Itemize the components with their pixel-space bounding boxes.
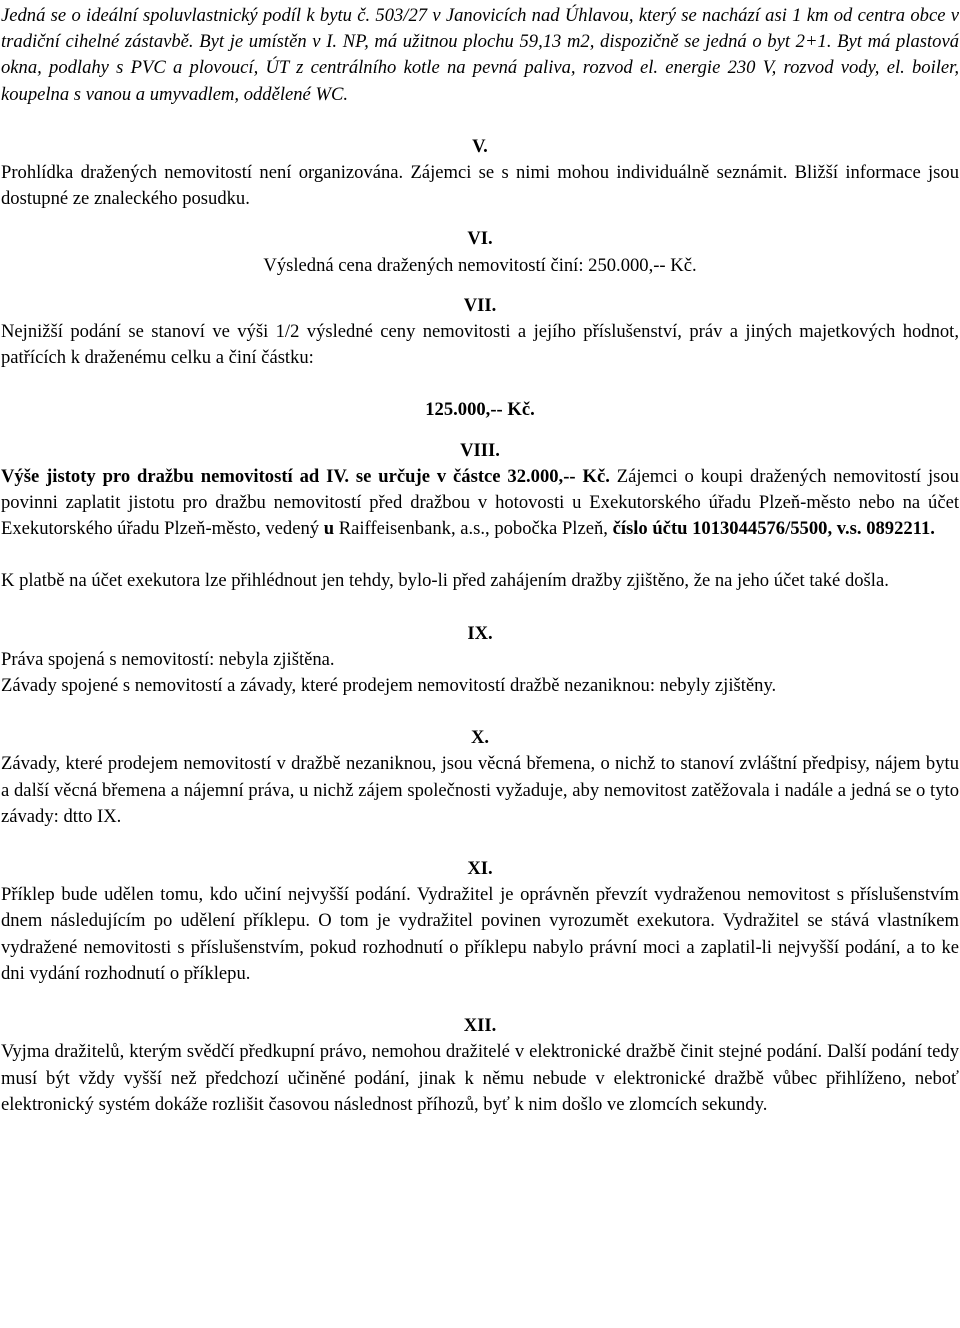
section-xii-text: Vyjma dražitelů, kterým svědčí předkupní právo, nemohou dražitelé v elektronické dražbě činit stejné podání. Další podání tedy musí být vždy vyšší než předchozí učiněné podání, jinak k němu nebude v elektronické dražbě vůbec přihlíženo, neboť elektronický systém dokáže rozlišit časovou následnost příhozů, byť k nim došlo ve zlomcích sekundy. bbox=[1, 1041, 959, 1115]
spacer bbox=[1, 108, 959, 134]
section-v-heading: V. bbox=[472, 135, 488, 157]
bank-account-number: číslo účtu 1013044576/5500, v.s. 0892211. bbox=[612, 518, 935, 540]
section-xi-text: Příklep bude udělen tomu, kdo učiní nejvyšší podání. Vydražitel je oprávněn převzít vydraženou nemovitost s příslušenstvím dnem následujícím po udělení příklepu. O tom je vydražitel povinen vyrozumět exekutora. Vydražitel se stává vlastníkem vydražené nemovitosti s příslušenstvím, pokud rozhodnutí o příklepu nabylo právní moci a zaplatil-li nejvyšší podání, a to ke dni vydání rozhodnutí o příklepu. bbox=[1, 884, 959, 984]
section-v-text: Prohlídka dražených nemovitostí není organizována. Zájemci se s nimi mohou individuálně seznámit. Bližší informace jsou dostupné ze znaleckého posudku. bbox=[1, 162, 959, 210]
section-vii-amount: 125.000,-- Kč. bbox=[425, 399, 535, 421]
section-viii-text-u: u bbox=[323, 518, 335, 540]
spacer bbox=[1, 699, 959, 725]
section-vii-heading: VII. bbox=[463, 294, 497, 316]
section-vi-heading: VI. bbox=[467, 228, 493, 250]
spacer bbox=[1, 595, 959, 621]
section-viii-heading: VIII. bbox=[460, 439, 500, 461]
section-ix-line-2: Závady spojené s nemovitostí a závady, které prodejem nemovitostí dražbě nezaniknou: nebyly zjištěny. bbox=[1, 675, 777, 697]
section-x-heading: X. bbox=[470, 727, 490, 749]
section-vi-text: Výsledná cena dražených nemovitostí činí: 250.000,-- Kč. bbox=[263, 254, 697, 276]
section-viii-note: K platbě na účet exekutora lze přihlédnout jen tehdy, bylo-li před zahájením dražby zjištěno, že na jeho účet také došla. bbox=[1, 570, 889, 592]
spacer bbox=[1, 212, 959, 226]
section-x-text: Závady, které prodejem nemovitostí v dražbě nezaniknou, jsou věcná břemena, o nichž to stanoví zvláštní předpisy, nájem bytu a další věcná břemena a nájemní práva, u nichž zájem společnosti vyžaduje, aby nemovitost zatěžovala i nadále a jedná se o tyto závady: dtto IX. bbox=[1, 753, 959, 827]
spacer bbox=[1, 987, 959, 1013]
section-viii-text bbox=[1, 464, 959, 543]
spacer bbox=[1, 830, 959, 856]
intro-paragraph: Jedná se o ideální spoluvlastnický podíl k bytu č. 503/27 v Janovicích nad Úhlavou, který se nachází asi 1 km od centra obce v tradiční cihelné zástavbě. Byt je umístěn v I. NP, má užitnou plochu 59,13 m2, dispozičně se jedná o byt 2+1. Byt má plastová okna, podlahy s PVC a plovoucí, ÚT z centrálního kotle na pevná paliva, rozvod el. energie 230 V, rozvod vody, el. boiler, koupelna s vanou a umyvadlem, oddělené WC. bbox=[1, 5, 959, 105]
spacer bbox=[1, 371, 959, 397]
spacer bbox=[1, 542, 959, 568]
section-ix-line-1: Práva spojená s nemovitostí: nebyla zjištěna. bbox=[1, 648, 335, 670]
section-viii-text-part-1: Zájemci o koupi dražených nemovitostí jsou povinni zaplatit jistotu pro dražbu nemovitostí před dražbou v hotovosti u Exekutorského úřadu Plzeň-město nebo na účet Exekutorského úřadu Plzeň-město, vedený bbox=[1, 465, 959, 540]
section-xii-heading: XII. bbox=[463, 1015, 497, 1037]
section-ix-heading: IX. bbox=[467, 622, 493, 644]
section-vii-text: Nejnižší podání se stanoví ve výši 1/2 výsledné ceny nemovitosti a jejího příslušenství, práv a jiných majetkových hodnot, patřících k draženému celku a činí částku: bbox=[1, 321, 959, 369]
section-viii-text-part-2: Raiffeisenbank, a.s., pobočka Plzeň, bbox=[334, 518, 613, 540]
spacer bbox=[1, 279, 959, 293]
spacer bbox=[1, 424, 959, 438]
security-deposit-statement: Výše jistoty pro dražbu nemovitostí ad IV. se určuje v částce 32.000,-- Kč. bbox=[1, 465, 610, 487]
section-xi-heading: XI. bbox=[467, 858, 493, 880]
